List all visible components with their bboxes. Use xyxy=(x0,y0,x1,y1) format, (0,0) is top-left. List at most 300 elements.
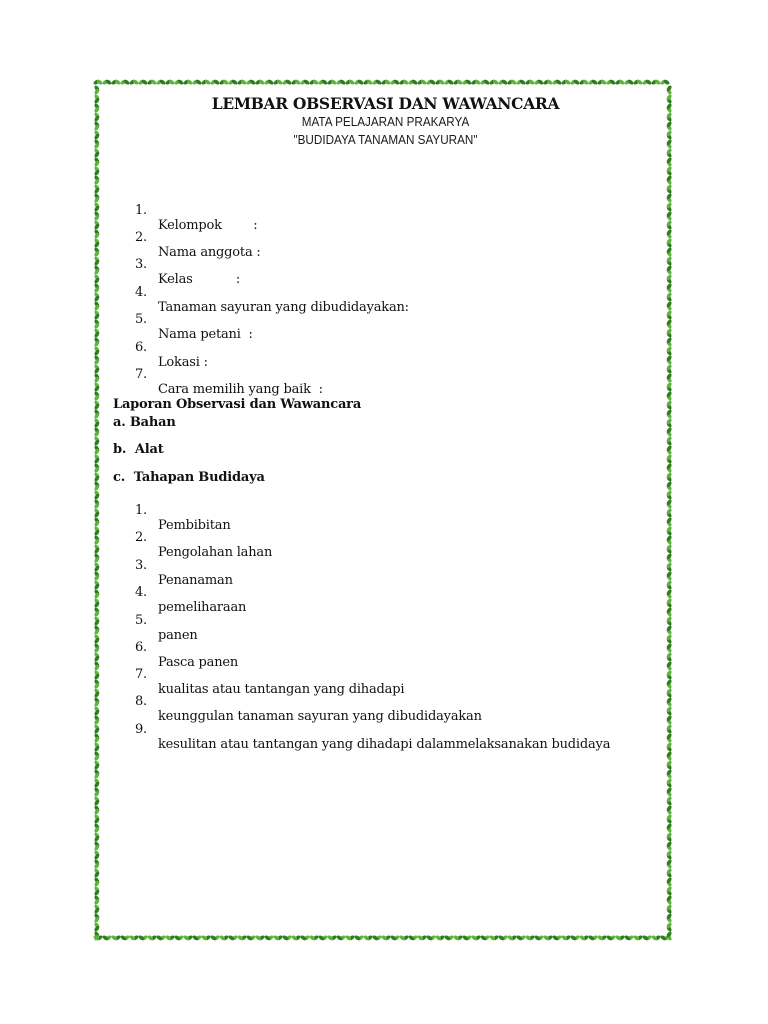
leaf-icon xyxy=(435,79,446,86)
leaf-icon xyxy=(624,934,635,941)
leaf-icon xyxy=(93,283,100,294)
leaf-icon xyxy=(93,859,100,870)
leaf-icon xyxy=(93,787,100,798)
leaf-icon xyxy=(666,328,673,339)
leaf-icon xyxy=(666,850,673,861)
leaf-icon xyxy=(666,751,673,762)
leaf-icon xyxy=(93,634,100,645)
leaf-icon xyxy=(666,337,673,348)
leaf-icon xyxy=(588,79,599,86)
subject-subtitle: MATA PELAJARAN PRAKARYA xyxy=(301,114,470,129)
list-item: 2. Pengolahan lahan xyxy=(134,530,273,560)
leaf-icon xyxy=(570,79,581,86)
leaf-icon xyxy=(93,760,100,771)
leaf-icon xyxy=(210,934,221,941)
leaf-icon xyxy=(444,79,455,86)
leaf-icon xyxy=(615,79,626,86)
report-heading: Laporan Observasi dan Wawancara xyxy=(113,397,362,412)
leaf-icon xyxy=(93,544,100,555)
leaf-icon xyxy=(93,175,100,186)
leaf-icon xyxy=(354,79,365,86)
leaf-icon xyxy=(666,355,673,366)
leaf-icon xyxy=(666,526,673,537)
leaf-icon xyxy=(666,202,673,213)
leaf-icon xyxy=(666,220,673,231)
leaf-icon xyxy=(606,934,617,941)
leaf-icon xyxy=(426,934,437,941)
leaf-icon xyxy=(666,571,673,582)
leaf-icon xyxy=(666,283,673,294)
leaf-icon xyxy=(666,931,673,942)
leaf-icon xyxy=(201,79,212,86)
leaf-icon xyxy=(93,472,100,483)
leaf-icon xyxy=(93,598,100,609)
leaf-icon xyxy=(666,445,673,456)
leaf-icon xyxy=(642,79,653,86)
leaf-icon xyxy=(666,382,673,393)
leaf-icon xyxy=(666,409,673,420)
list-item: 3. Penanaman xyxy=(134,558,233,588)
leaf-icon xyxy=(666,121,673,132)
list-item: 3. Kelas : xyxy=(134,257,241,287)
leaf-icon xyxy=(93,103,100,114)
leaf-icon xyxy=(651,934,662,941)
list-item: 7. Cara memilih yang baik : xyxy=(134,367,323,397)
leaf-icon xyxy=(156,934,167,941)
leaf-icon xyxy=(93,769,100,780)
leaf-icon xyxy=(666,319,673,330)
leaf-icon xyxy=(579,934,590,941)
list-item: 4. Tanaman sayuran yang dibudidayakan: xyxy=(134,285,409,315)
leaf-icon xyxy=(480,79,491,86)
leaf-icon xyxy=(300,934,311,941)
leaf-icon xyxy=(93,508,100,519)
leaf-icon xyxy=(93,823,100,834)
leaf-icon xyxy=(93,364,100,375)
leaf-icon xyxy=(93,553,100,564)
leaf-icon xyxy=(93,220,100,231)
leaf-icon xyxy=(462,79,473,86)
leaf-icon xyxy=(570,934,581,941)
leaf-icon xyxy=(666,508,673,519)
leaf-icon xyxy=(666,895,673,906)
leaf-icon xyxy=(390,934,401,941)
leaf-icon xyxy=(120,934,131,941)
leaf-icon xyxy=(93,724,100,735)
leaf-icon xyxy=(516,934,527,941)
leaf-icon xyxy=(606,79,617,86)
leaf-icon xyxy=(318,934,329,941)
leaf-icon xyxy=(666,616,673,627)
section-tahapan: c. Tahapan Budidaya xyxy=(113,470,265,485)
leaf-icon xyxy=(666,868,673,879)
leaf-icon xyxy=(666,247,673,258)
leaf-icon xyxy=(417,79,428,86)
leaf-icon xyxy=(666,688,673,699)
section-bahan: a. Bahan xyxy=(113,415,176,430)
leaf-icon xyxy=(666,904,673,915)
leaf-icon xyxy=(246,934,257,941)
leaf-icon xyxy=(633,934,644,941)
leaf-icon xyxy=(165,934,176,941)
leaf-icon xyxy=(93,868,100,879)
leaf-icon xyxy=(93,157,100,168)
leaf-icon xyxy=(93,751,100,762)
leaf-icon xyxy=(666,274,673,285)
leaf-icon xyxy=(543,934,554,941)
leaf-icon xyxy=(336,79,347,86)
leaf-icon xyxy=(666,859,673,870)
leaf-icon xyxy=(666,706,673,717)
leaf-icon xyxy=(507,79,518,86)
leaf-icon xyxy=(666,724,673,735)
leaf-icon xyxy=(192,934,203,941)
leaf-icon xyxy=(93,400,100,411)
list-item: 7. kualitas atau tantangan yang dihadapi xyxy=(134,667,405,697)
list-item: 4. pemeliharaan xyxy=(134,585,247,615)
leaf-icon xyxy=(93,184,100,195)
leaf-icon xyxy=(219,79,230,86)
leaf-icon xyxy=(660,934,671,941)
leaf-icon xyxy=(666,643,673,654)
leaf-icon xyxy=(93,238,100,249)
leaf-icon xyxy=(174,934,185,941)
leaf-icon xyxy=(666,346,673,357)
leaf-icon xyxy=(309,934,320,941)
leaf-icon xyxy=(417,934,428,941)
leaf-icon xyxy=(498,934,509,941)
leaf-icon xyxy=(666,211,673,222)
leaf-icon xyxy=(666,148,673,159)
leaf-icon xyxy=(93,733,100,744)
leaf-icon xyxy=(93,373,100,384)
leaf-icon xyxy=(201,934,212,941)
leaf-icon xyxy=(666,814,673,825)
leaf-icon xyxy=(615,934,626,941)
leaf-icon xyxy=(93,79,104,86)
leaf-icon xyxy=(336,934,347,941)
leaf-icon xyxy=(93,130,100,141)
leaf-icon xyxy=(282,934,293,941)
leaf-icon xyxy=(666,400,673,411)
leaf-icon xyxy=(666,796,673,807)
leaf-icon xyxy=(129,934,140,941)
leaf-icon xyxy=(93,697,100,708)
list-item: 5. panen xyxy=(134,613,198,643)
leaf-icon xyxy=(111,934,122,941)
leaf-icon xyxy=(666,598,673,609)
leaf-icon xyxy=(666,661,673,672)
leaf-icon xyxy=(426,79,437,86)
leaf-icon xyxy=(93,886,100,897)
leaf-icon xyxy=(264,79,275,86)
leaf-icon xyxy=(93,85,100,96)
leaf-icon xyxy=(93,391,100,402)
leaf-icon xyxy=(192,79,203,86)
leaf-icon xyxy=(174,79,185,86)
leaf-icon xyxy=(93,625,100,636)
leaf-icon xyxy=(666,103,673,114)
leaf-icon xyxy=(93,418,100,429)
leaf-icon xyxy=(165,79,176,86)
leaf-icon xyxy=(666,517,673,528)
leaf-icon xyxy=(309,79,320,86)
leaf-icon xyxy=(111,79,122,86)
leaf-icon xyxy=(273,934,284,941)
leaf-icon xyxy=(93,229,100,240)
leaf-icon xyxy=(210,79,221,86)
leaf-icon xyxy=(543,79,554,86)
leaf-icon xyxy=(93,301,100,312)
leaf-icon xyxy=(264,934,275,941)
leaf-icon xyxy=(291,79,302,86)
leaf-icon xyxy=(219,934,230,941)
leaf-icon xyxy=(453,79,464,86)
leaf-icon xyxy=(183,934,194,941)
leaf-icon xyxy=(666,553,673,564)
leaf-icon xyxy=(435,934,446,941)
page-title: LEMBAR OBSERVASI DAN WAWANCARA xyxy=(211,94,560,113)
leaf-icon xyxy=(666,175,673,186)
leaf-icon xyxy=(666,310,673,321)
leaf-icon xyxy=(327,79,338,86)
leaf-icon xyxy=(666,130,673,141)
leaf-icon xyxy=(381,79,392,86)
leaf-icon xyxy=(93,670,100,681)
leaf-icon xyxy=(345,79,356,86)
leaf-icon xyxy=(666,562,673,573)
leaf-icon xyxy=(516,79,527,86)
leaf-icon xyxy=(666,778,673,789)
leaf-icon xyxy=(666,760,673,771)
leaf-icon xyxy=(228,79,239,86)
leaf-icon xyxy=(93,454,100,465)
leaf-icon xyxy=(93,355,100,366)
leaf-icon xyxy=(666,787,673,798)
leaf-icon xyxy=(93,517,100,528)
leaf-icon xyxy=(399,934,410,941)
leaf-icon xyxy=(93,742,100,753)
leaf-icon xyxy=(93,679,100,690)
leaf-icon xyxy=(666,301,673,312)
leaf-icon xyxy=(93,211,100,222)
leaf-icon xyxy=(93,445,100,456)
topic-subtitle: "BUDIDAYA TANAMAN SAYURAN" xyxy=(293,132,478,147)
leaf-icon xyxy=(354,934,365,941)
leaf-icon xyxy=(666,94,673,105)
leaf-icon xyxy=(102,79,113,86)
leaf-icon xyxy=(156,79,167,86)
leaf-icon xyxy=(93,463,100,474)
leaf-icon xyxy=(237,934,248,941)
leaf-icon xyxy=(363,934,374,941)
leaf-icon xyxy=(93,688,100,699)
list-item: 8. keunggulan tanaman sayuran yang dibudidayakan xyxy=(134,694,482,724)
leaf-icon xyxy=(666,85,673,96)
leaf-icon xyxy=(666,481,673,492)
leaf-icon xyxy=(93,778,100,789)
leaf-icon xyxy=(93,112,100,123)
leaf-icon xyxy=(666,913,673,924)
leaf-icon xyxy=(147,79,158,86)
leaf-icon xyxy=(666,373,673,384)
leaf-icon xyxy=(93,382,100,393)
leaf-icon xyxy=(381,934,392,941)
leaf-icon xyxy=(93,121,100,132)
leaf-icon xyxy=(93,562,100,573)
leaf-icon xyxy=(666,544,673,555)
leaf-icon xyxy=(102,934,113,941)
leaf-icon xyxy=(93,94,100,105)
leaf-icon xyxy=(300,79,311,86)
leaf-icon xyxy=(666,364,673,375)
leaf-icon xyxy=(93,409,100,420)
leaf-icon xyxy=(237,79,248,86)
leaf-icon xyxy=(273,79,284,86)
leaf-icon xyxy=(666,157,673,168)
leaf-icon xyxy=(93,850,100,861)
leaf-icon xyxy=(93,715,100,726)
leaf-icon xyxy=(666,418,673,429)
leaf-icon xyxy=(666,193,673,204)
leaf-icon xyxy=(93,499,100,510)
leaf-icon xyxy=(666,229,673,240)
leaf-icon xyxy=(93,895,100,906)
leaf-icon xyxy=(93,934,104,941)
leaf-icon xyxy=(408,79,419,86)
leaf-icon xyxy=(666,733,673,744)
leaf-icon xyxy=(93,247,100,258)
leaf-icon xyxy=(228,934,239,941)
leaf-icon xyxy=(666,652,673,663)
leaf-icon xyxy=(666,535,673,546)
leaf-icon xyxy=(246,79,257,86)
leaf-icon xyxy=(327,934,338,941)
leaf-icon xyxy=(93,346,100,357)
leaf-icon xyxy=(666,472,673,483)
list-item: 6. Pasca panen xyxy=(134,640,239,670)
leaf-icon xyxy=(93,256,100,267)
leaf-icon xyxy=(666,715,673,726)
list-item: 6. Lokasi : xyxy=(134,340,208,370)
leaf-icon xyxy=(666,841,673,852)
leaf-icon xyxy=(588,934,599,941)
leaf-icon xyxy=(666,697,673,708)
list-item: 5. Nama petani : xyxy=(134,312,253,342)
leaf-icon xyxy=(93,193,100,204)
leaf-icon xyxy=(666,832,673,843)
leaf-icon xyxy=(660,79,671,86)
leaf-icon xyxy=(93,814,100,825)
leaf-icon xyxy=(93,904,100,915)
leaf-icon xyxy=(93,661,100,672)
leaf-icon xyxy=(579,79,590,86)
leaf-icon xyxy=(561,79,572,86)
leaf-icon xyxy=(453,934,464,941)
leaf-icon xyxy=(666,769,673,780)
leaf-icon xyxy=(93,589,100,600)
leaf-icon xyxy=(93,274,100,285)
leaf-icon xyxy=(489,934,500,941)
leaf-icon xyxy=(93,913,100,924)
leaf-icon xyxy=(399,79,410,86)
leaf-icon xyxy=(93,166,100,177)
leaf-icon xyxy=(93,490,100,501)
leaf-icon xyxy=(666,877,673,888)
leaf-icon xyxy=(480,934,491,941)
leaf-icon xyxy=(666,139,673,150)
leaf-icon xyxy=(597,934,608,941)
leaf-icon xyxy=(255,934,266,941)
leaf-icon xyxy=(372,79,383,86)
leaf-icon xyxy=(666,166,673,177)
list-item: 2. Nama anggota : xyxy=(134,230,261,260)
leaf-icon xyxy=(666,184,673,195)
leaf-icon xyxy=(525,79,536,86)
leaf-icon xyxy=(552,934,563,941)
leaf-icon xyxy=(138,934,149,941)
leaf-icon xyxy=(666,634,673,645)
leaf-icon xyxy=(363,79,374,86)
leaf-icon xyxy=(93,139,100,150)
leaf-icon xyxy=(444,934,455,941)
leaf-icon xyxy=(345,934,356,941)
leaf-icon xyxy=(120,79,131,86)
leaf-icon xyxy=(93,436,100,447)
leaf-icon xyxy=(666,427,673,438)
leaf-icon xyxy=(318,79,329,86)
leaf-icon xyxy=(93,706,100,717)
leaf-icon xyxy=(471,79,482,86)
leaf-icon xyxy=(666,454,673,465)
leaf-icon xyxy=(93,481,100,492)
leaf-icon xyxy=(93,607,100,618)
leaf-icon xyxy=(666,670,673,681)
leaf-icon xyxy=(666,238,673,249)
leaf-icon xyxy=(93,805,100,816)
leaf-icon xyxy=(534,934,545,941)
leaf-icon xyxy=(666,805,673,816)
leaf-icon xyxy=(93,580,100,591)
leaf-icon xyxy=(93,526,100,537)
section-alat: b. Alat xyxy=(113,442,164,457)
leaf-icon xyxy=(666,625,673,636)
leaf-icon xyxy=(93,319,100,330)
leaf-icon xyxy=(666,922,673,933)
leaf-icon xyxy=(624,79,635,86)
leaf-icon xyxy=(147,934,158,941)
leaf-icon xyxy=(666,490,673,501)
leaf-icon xyxy=(666,607,673,618)
leaf-icon xyxy=(93,922,100,933)
leaf-icon xyxy=(183,79,194,86)
leaf-icon xyxy=(666,391,673,402)
leaf-icon xyxy=(507,934,518,941)
leaf-icon xyxy=(498,79,509,86)
leaf-icon xyxy=(666,463,673,474)
leaf-icon xyxy=(93,148,100,159)
leaf-icon xyxy=(129,79,140,86)
leaf-icon xyxy=(666,292,673,303)
leaf-icon xyxy=(93,292,100,303)
leaf-icon xyxy=(666,886,673,897)
leaf-icon xyxy=(471,934,482,941)
leaf-icon xyxy=(666,679,673,690)
leaf-icon xyxy=(666,256,673,267)
leaf-icon xyxy=(666,436,673,447)
leaf-icon xyxy=(93,652,100,663)
leaf-icon xyxy=(93,265,100,276)
